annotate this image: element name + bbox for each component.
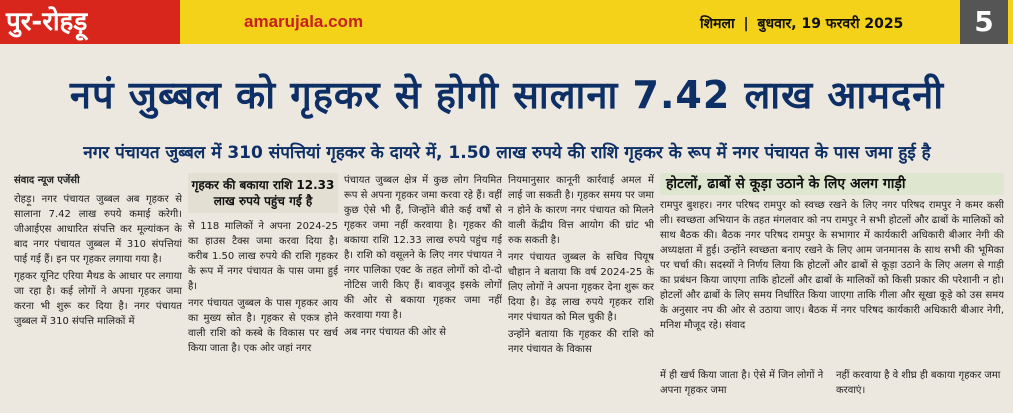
paragraph: रोहड़ू। नगर पंचायत जुब्बल अब गृहकर से सालाना 7.42 लाख रुपये कमाई करेगी। जीआईएस आधारित संपत्ति कर मूल्यांकन के बाद नगर पंचायत जुब्बल में 310 संपत्तियां पाई गई हैं। इन पर गृहकर लगाया गया है।	[14, 194, 182, 265]
paragraph: नियमानुसार कानूनी कार्रवाई अमल में लाई जा सकती है। गृहकर समय पर जमा न होने के कारण नगर पंचायत को मिलने वाली केंद्रीय वित्त आयोग की ग्रांट भी रुक सकती है।	[508, 175, 654, 246]
bottom-fragment-left: में ही खर्च किया जाता है। ऐसे में जिन लोगों ने अपना गृहकर जमा	[660, 370, 824, 396]
column-3	[344, 173, 502, 408]
paragraph: पंचायत जुब्बल क्षेत्र में कुछ लोग नियमित रूप से अपना गृहकर जमा करवा रहे हैं। वहीं कुछ ऐसे भी हैं, जिन्होंने बीते कई वर्षों से गृहकर जमा नहीं करवाया है। गृहकर की बकाया राशि 12.33 लाख रुपये पहुंच गई है। राशि को वसूलने के लिए नगर पंचायत ने नगर पालिका एक्ट के तहत लोगों को दो-दो नोटिस जारी किए हैं। बावजूद इसके लोगों की ओर से बकाया गृहकर जमा नहीं करवाया गया है।	[344, 175, 502, 321]
byline: संवाद न्यूज एजेंसी	[14, 175, 80, 186]
subheadline: नगर पंचायत जुब्बल में 310 संपत्तियां गृहकर के दायरे में, 1.50 लाख रुपये की राशि गृहकर के रूप में नगर पंचायत के पास जमा हुई है	[83, 143, 931, 163]
date-text: बुधवार, 19 फरवरी 2025	[757, 16, 904, 32]
city-name: शिमला	[700, 16, 735, 32]
site-logo: amarujala.com	[244, 12, 364, 31]
headline: नपं जुब्बल को गृहकर से होगी सालाना 7.42 लाख आमदनी	[69, 73, 945, 117]
newspaper-header	[0, 0, 1013, 44]
column-1	[14, 173, 182, 408]
paragraph: नगर पंचायत जुब्बल के पास गृहकर आय का मुख्य स्रोत है। गृहकर से एकत्र होने वाली राशि को कस्बे के विकास पर खर्च किया जाता है। एक ओर जहां नगर	[188, 298, 338, 354]
section-title: पुर-रोहड़ू	[0, 0, 180, 44]
column-4	[508, 173, 654, 408]
sidebar-heading: होटलों, ढाबों से कूड़ा उठाने के लिए अलग गाड़ी	[660, 173, 1004, 195]
sidebar-body: रामपुर बुशहर। नगर परिषद रामपुर को स्वच्छ रखने के लिए नगर परिषद रामपुर ने कमर कसी ली। स्वच्छता अभियान के तहत मंगलवार को नप रामपुर ने सभी होटलों और ढाबों के मालिकों को साथ बैठक की। बैठक नगर परिषद रामपुर के सभागार में कार्यकारी अधिकारी बीआर नेगी की अध्यक्षता में हुई। उन्होंने स्वच्छता बनाए रखने के लिए आम जनमानस के साथ सभी की भूमिका पर चर्चा की। सदस्यों ने निर्णय लिया कि होटलों और ढाबों से कूड़ा उठाने के लिए अलग से गाड़ी का प्रबंधन किया जाएगा ताकि होटलों और ढाबों के मालिकों को किसी प्रकार की परेशानी न हो। होटलों और ढाबों के लिए समय निर्धारित किया जाएगा ताकि गीला और सूखा कूड़े को उस समय के अनुसार नप की ओर से उठाया जाए। बैठक में नगर परिषद कार्यकारी अधिकारी बीआर नेगी, मनिश मौजूद रहे। संवाद	[660, 200, 1004, 331]
sidebar-story	[660, 173, 1004, 363]
dateline	[700, 14, 903, 33]
bottom-fragment-right: नहीं करवाया है वे शीघ्र ही बकाया गृहकर जमा करवाएं।	[836, 370, 1001, 396]
paragraph: से 118 मालिकों ने अपना 2024-25 का हाउस टैक्स जमा करवा दिया है। करीब 1.50 लाख रुपये की राशि गृहकर के रूप में नगर पंचायत के पास जमा हुई है।	[188, 221, 338, 292]
dateline-separator: |	[743, 16, 749, 32]
paragraph: उन्होंने बताया कि गृहकर की राशि को नगर पंचायत के विकास	[508, 329, 654, 355]
paragraph: नगर पंचायत जुब्बल के सचिव पियूष चौहान ने बताया कि वर्ष 2024-25 के लिए लोगों ने अपना गृहकर देना शुरू कर दिया है। डेढ़ लाख रुपये गृहकर राशि नगर पंचायत को मिल चुकी है।	[508, 252, 654, 323]
box-heading: गृहकर की बकाया राशि 12.33 लाख रुपये पहुंच गई है	[188, 173, 338, 213]
paragraph: गृहकर यूनिट एरिया मैथड के आधार पर लगाया जा रहा है। कई लोगों ने अपना गृहकर जमा करना भी शुरू कर दिया है। नगर पंचायत जुब्बल में 310 संपत्ति मालिकों में	[14, 271, 182, 327]
column-2	[188, 173, 338, 408]
page-number: 5	[960, 0, 1008, 44]
paragraph: अब नगर पंचायत की ओर से	[344, 327, 446, 338]
